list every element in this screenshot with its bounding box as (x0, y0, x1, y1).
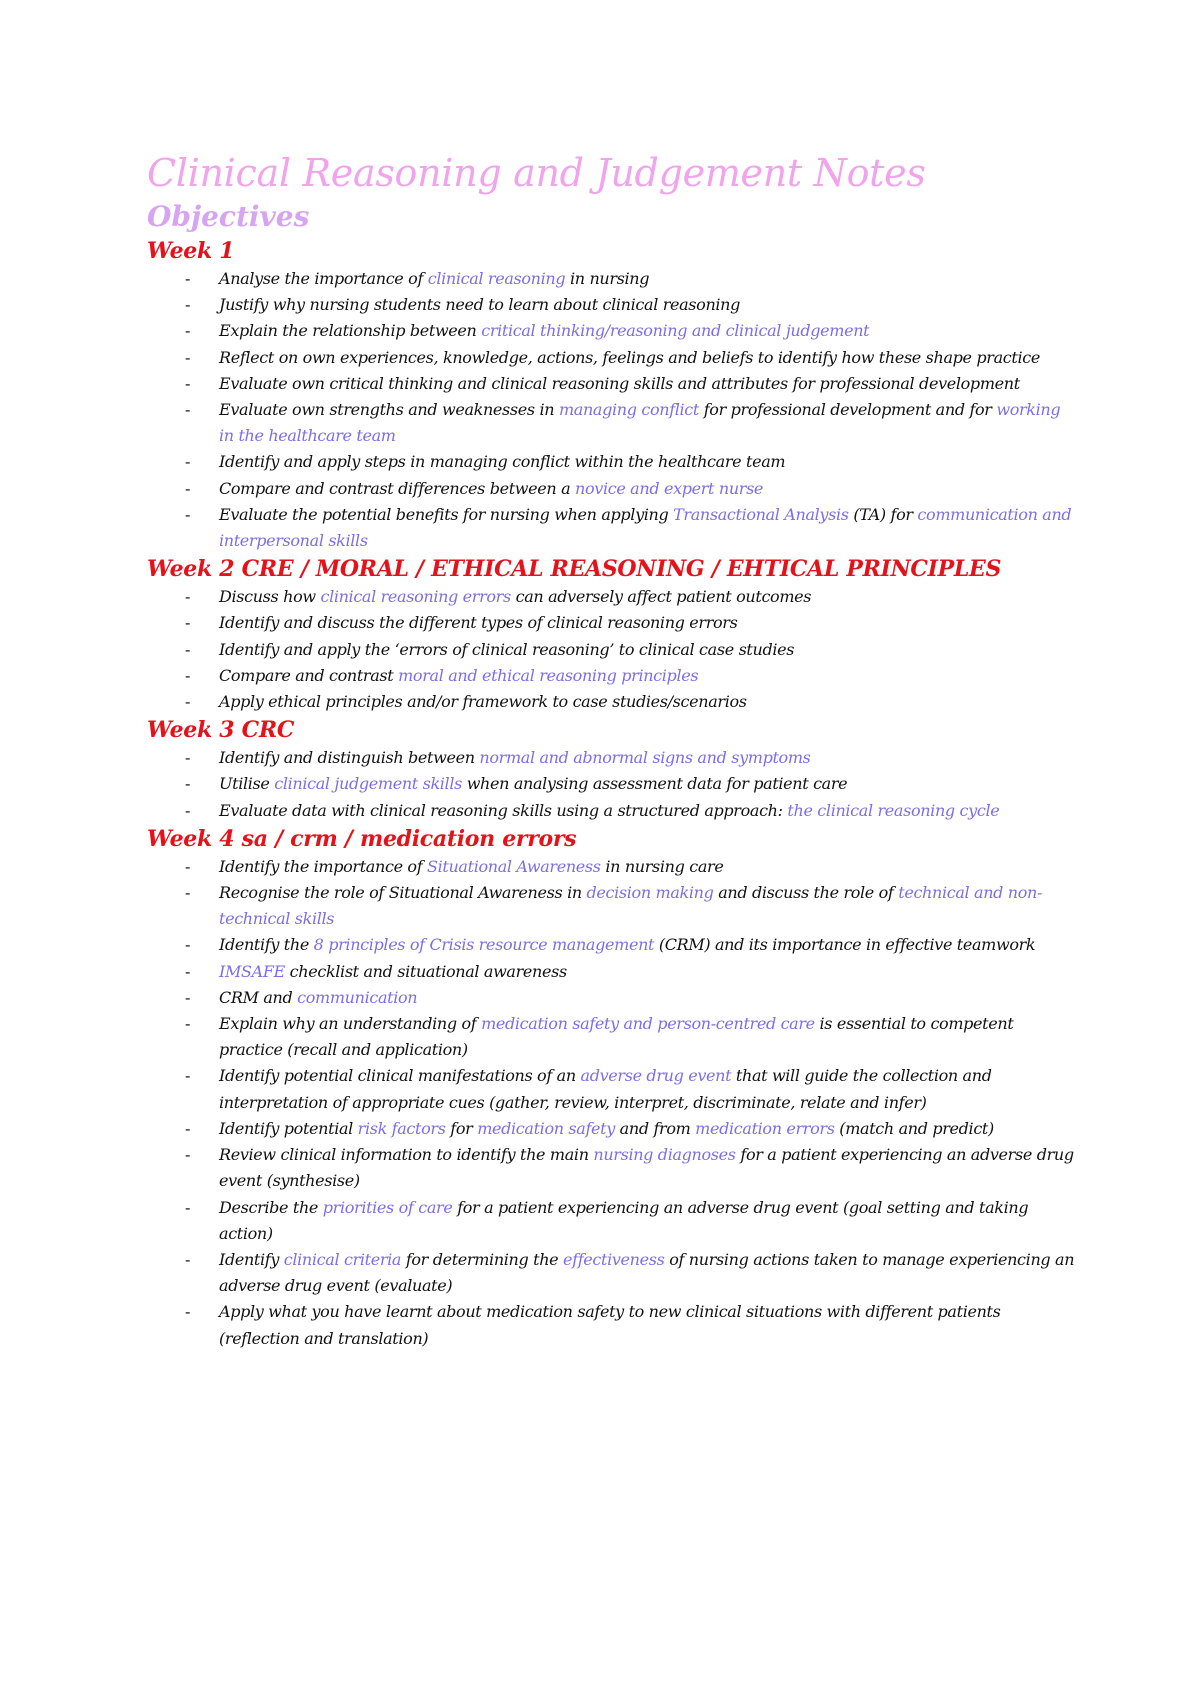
objective-list (147, 584, 1077, 715)
objective-text: checklist and situational awareness (284, 961, 567, 981)
objective-text: Identify (219, 1249, 284, 1269)
objective-item (147, 880, 1077, 932)
highlighted-term: adverse drug event (580, 1066, 732, 1086)
objective-item (147, 663, 1077, 689)
objective-item (147, 584, 1077, 610)
document-title: Clinical Reasoning and Judgement Notes (147, 151, 926, 195)
objective-text: that will guide the collection and interpretation of appropriate cues (gather, review, interpret, discriminate, relate and infer) (219, 1066, 992, 1112)
objective-text: Identify the importance of (219, 856, 428, 876)
objective-item (147, 266, 1077, 292)
objective-text: Evaluate own critical thinking and clinical reasoning skills and attributes for professional development (219, 373, 1020, 393)
objective-item (147, 932, 1077, 958)
objective-text: Evaluate own strengths and weaknesses in (219, 400, 559, 420)
objective-text: when analysing assessment data for patient care (461, 774, 848, 794)
objective-text: and from (614, 1118, 696, 1138)
objective-text: Compare and contrast (219, 665, 399, 685)
objective-item (147, 798, 1077, 824)
week-heading: Week 2 CRE / MORAL / ETHICAL REASONING / EHTICAL PRINCIPLES (147, 556, 1002, 583)
objective-text: for a patient experiencing an adverse drug event (synthesise) (219, 1145, 1074, 1191)
highlighted-term: managing conflict (558, 400, 699, 420)
objective-item (147, 854, 1077, 880)
highlighted-term: clinical criteria (283, 1249, 402, 1269)
objective-text: for professional development and for (699, 400, 997, 420)
highlighted-term: risk factors (357, 1118, 446, 1138)
objective-text: Explain the relationship between (219, 321, 482, 341)
objective-item (147, 397, 1077, 449)
objective-text: Identify potential (219, 1118, 358, 1138)
highlighted-term: effectiveness (563, 1249, 665, 1269)
objective-text: Recognise the role of Situational Awareness in (219, 883, 587, 903)
objective-list (147, 854, 1077, 1352)
document-content (147, 148, 1077, 1352)
objective-text: Apply ethical principles and/or framework to case studies/scenarios (219, 692, 747, 712)
objective-text: Reflect on own experiences, knowledge, actions, feelings and beliefs to identify how these shape practice (219, 347, 1040, 367)
objective-text: Identify and apply the ‘errors of clinical reasoning’ to clinical case studies (219, 639, 795, 659)
objective-item (147, 959, 1077, 985)
highlighted-term: clinical judgement skills (274, 774, 462, 794)
objective-text: and discuss the role of (713, 883, 899, 903)
objective-text: can adversely affect patient outcomes (510, 587, 812, 607)
highlighted-term: normal and abnormal signs and symptoms (479, 748, 811, 768)
highlighted-term: decision making (586, 883, 714, 903)
sections-container (147, 236, 1077, 1352)
highlighted-term: critical thinking/reasoning and clinical judgement (481, 321, 870, 341)
objective-text: for determining the (401, 1249, 564, 1269)
objective-text: is essential to competent practice (recall and application) (219, 1014, 1014, 1060)
objective-item (147, 502, 1077, 554)
highlighted-term: nursing diagnoses (593, 1145, 736, 1165)
highlighted-term: working in the healthcare team (219, 400, 1061, 446)
objective-text: Discuss how (219, 587, 321, 607)
objective-item (147, 689, 1077, 715)
week-heading: Week 4 sa / crm / medication errors (147, 825, 577, 852)
objective-list (147, 266, 1077, 554)
objective-list (147, 745, 1077, 824)
objective-text: Identify the (219, 935, 314, 955)
highlighted-term: communication (297, 987, 418, 1007)
objective-text: Evaluate data with clinical reasoning skills using a structured approach: (219, 800, 788, 820)
objective-text: Identify and discuss the different types of clinical reasoning errors (219, 613, 738, 633)
objective-text: Identify and distinguish between (219, 748, 480, 768)
objective-text: Justify why nursing students need to learn about clinical reasoning (219, 295, 741, 315)
objective-item (147, 345, 1077, 371)
objective-text: in nursing care (600, 856, 724, 876)
highlighted-term: 8 principles of Crisis resource management (313, 935, 655, 955)
objective-text: Compare and contrast differences between a (219, 478, 576, 498)
objective-item (147, 1011, 1077, 1063)
objective-text: Identify potential clinical manifestations of an (219, 1066, 581, 1086)
objective-item (147, 985, 1077, 1011)
objective-text: CRM and (219, 987, 298, 1007)
objective-item (147, 1116, 1077, 1142)
objective-item (147, 476, 1077, 502)
highlighted-term: moral and ethical reasoning principles (398, 665, 699, 685)
objective-text: (TA) for (848, 504, 918, 524)
objective-text: (CRM) and its importance in effective teamwork (654, 935, 1036, 955)
objective-item (147, 637, 1077, 663)
objective-item (147, 1142, 1077, 1194)
objective-item (147, 610, 1077, 636)
objective-text: Describe the (219, 1197, 323, 1217)
week-heading: Week 3 CRC (147, 717, 295, 744)
highlighted-term: the clinical reasoning cycle (787, 800, 1000, 820)
objective-text: for a patient experiencing an adverse drug event (goal setting and taking action) (219, 1197, 1029, 1243)
highlighted-term: clinical reasoning errors (320, 587, 511, 607)
objective-text: Review clinical information to identify the main (219, 1145, 594, 1165)
objective-item (147, 318, 1077, 344)
highlighted-term: novice and expert nurse (575, 478, 764, 498)
objective-text: in nursing (565, 269, 650, 288)
objective-item (147, 449, 1077, 475)
highlighted-term: IMSAFE (219, 961, 285, 981)
highlighted-term: medication errors (695, 1118, 835, 1138)
objective-text: Evaluate the potential benefits for nursing when applying (219, 504, 674, 524)
objective-item (147, 1299, 1077, 1351)
objective-text: Utilise (219, 774, 275, 794)
highlighted-term: medication safety (477, 1118, 615, 1138)
objective-text: Analyse the importance of (219, 269, 428, 288)
highlighted-term: clinical reasoning (427, 269, 566, 288)
objective-item (147, 745, 1077, 771)
objective-text: for (445, 1118, 478, 1138)
highlighted-term: technical and non-technical skills (219, 883, 1043, 929)
objective-text: Identify and apply steps in managing conflict within the healthcare team (219, 452, 786, 472)
objective-text: Explain why an understanding of (219, 1014, 482, 1034)
highlighted-term: communication and interpersonal skills (219, 504, 1072, 551)
objective-text: Apply what you have learnt about medication safety to new clinical situations with different patients (reflection and translation) (219, 1302, 1001, 1348)
objective-item (147, 1247, 1077, 1299)
week-heading: Week 1 (147, 238, 235, 264)
objective-item (147, 292, 1077, 318)
highlighted-term: Situational Awareness (427, 856, 601, 876)
objective-item (147, 1063, 1077, 1115)
document-subtitle: Objectives (147, 200, 310, 233)
highlighted-term: medication safety and person-centred care (481, 1014, 815, 1034)
objective-item (147, 1195, 1077, 1247)
objective-item (147, 771, 1077, 797)
highlighted-term: Transactional Analysis (673, 504, 849, 524)
objective-text: (match and predict) (834, 1118, 994, 1138)
objective-text: of nursing actions taken to manage experiencing an adverse drug event (evaluate) (219, 1249, 1075, 1296)
highlighted-term: priorities of care (322, 1197, 453, 1217)
objective-item (147, 371, 1077, 397)
